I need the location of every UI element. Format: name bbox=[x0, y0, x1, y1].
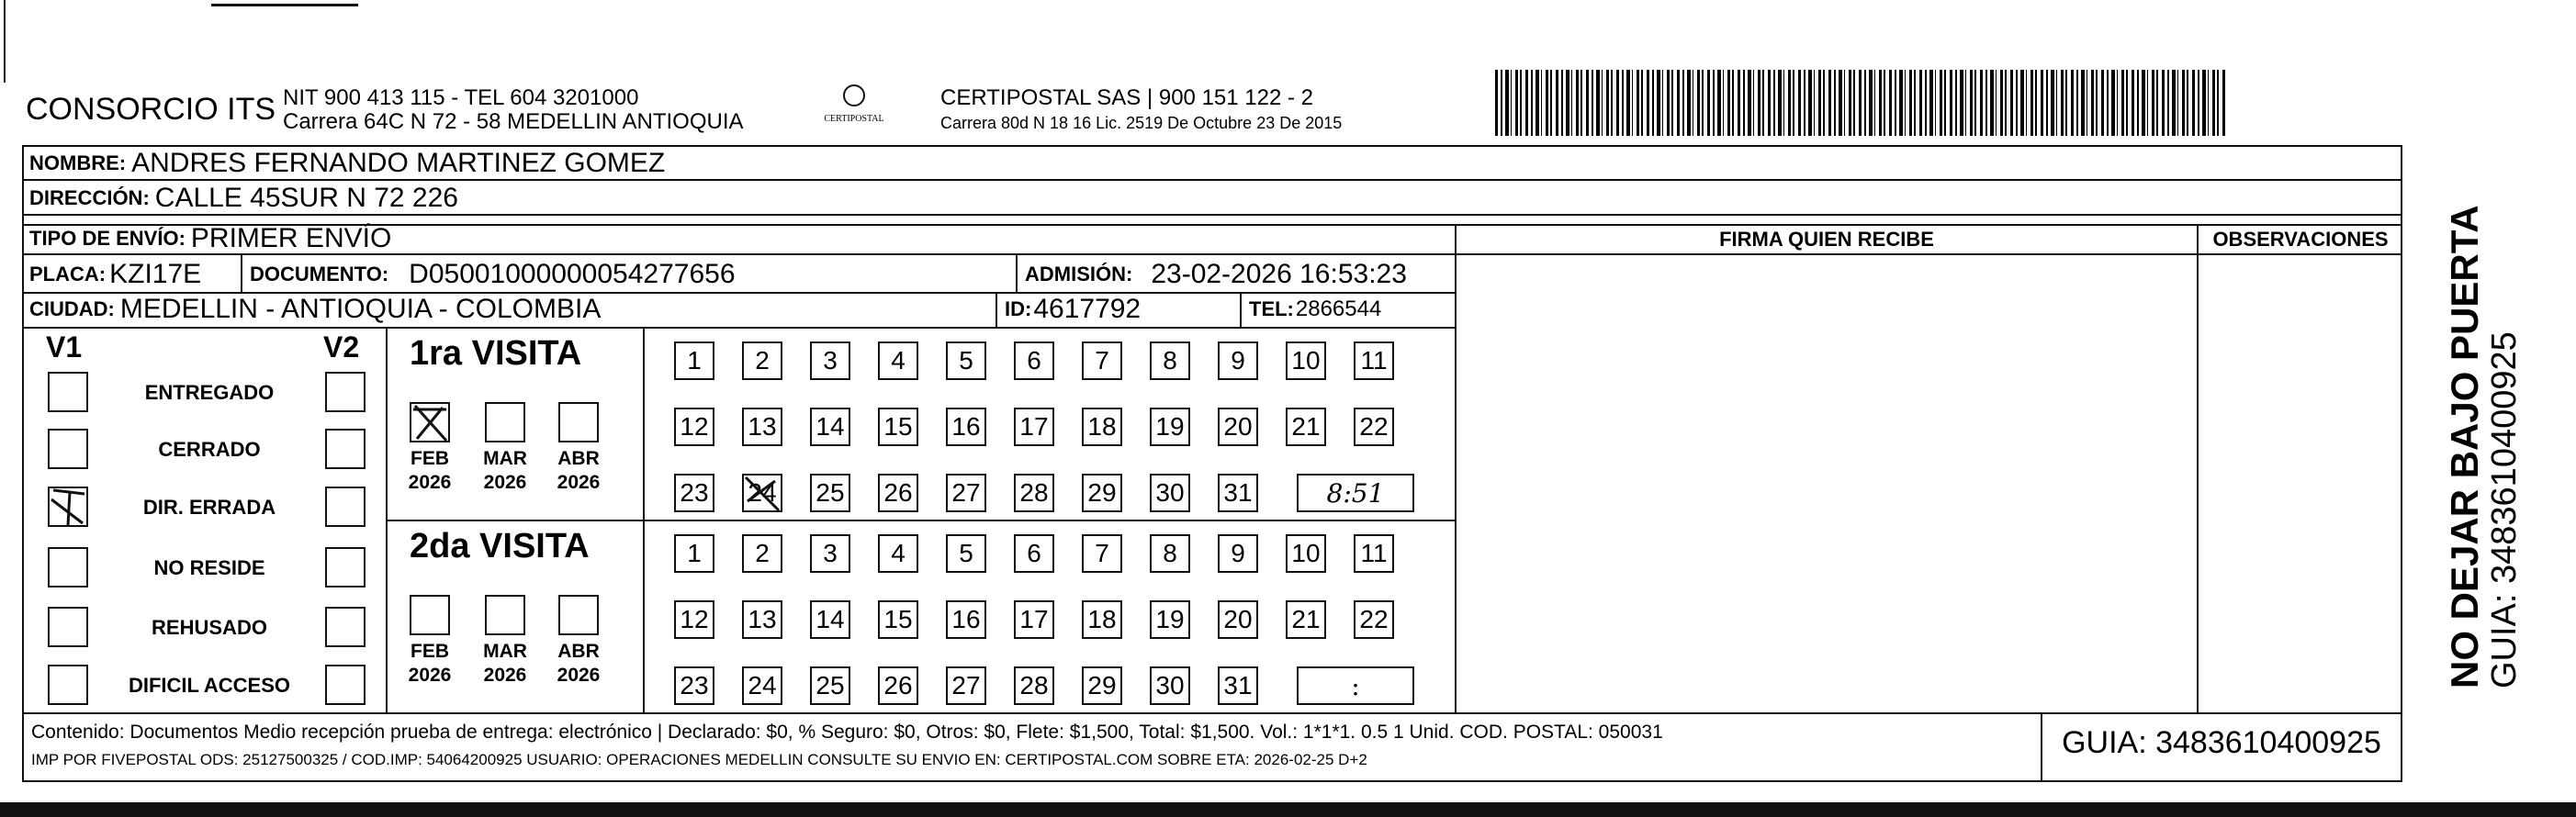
v2-checkbox[interactable] bbox=[325, 429, 366, 469]
day-box[interactable]: 4 bbox=[878, 534, 918, 573]
v1-checkbox[interactable] bbox=[48, 547, 88, 588]
day-box[interactable]: 25 bbox=[810, 474, 850, 512]
firma-left-line bbox=[1455, 224, 1457, 712]
day-box[interactable]: 29 bbox=[1082, 474, 1122, 512]
tel-label: TEL: bbox=[1249, 297, 1294, 320]
v2-checkbox[interactable] bbox=[325, 372, 366, 412]
day-box[interactable]: 7 bbox=[1082, 341, 1122, 380]
certipostal-line2: Carrera 80d N 18 16 Lic. 2519 De Octubre 23 De 2015 bbox=[940, 114, 1343, 132]
footer-imp: IMP POR FIVEPOSTAL ODS: 25127500325 / COD.IMP: 54064200925 USUARIO: OPERACIONES MEDELLIN CONSULTE SU ENVIO EN: CERTIPOSTAL.COM SOBRE ETA: 2026-02-25 D+2 bbox=[31, 751, 1367, 768]
footer-content: Contenido: Documentos Medio recepción prueba de entrega: electrónico | Declarado: $0, % Seguro: $0, Otros: $0, Flete: $1,500, Total: $1,500. Vol.: 1*1*1. 0.5 1 Unid. COD. POSTAL: 050031 bbox=[31, 722, 1663, 743]
day-box[interactable]: 27 bbox=[946, 666, 986, 705]
day-box[interactable]: 3 bbox=[810, 534, 850, 573]
day-box[interactable]: 11 bbox=[1354, 534, 1394, 573]
month-checkbox[interactable] bbox=[410, 595, 450, 635]
day-box[interactable]: 17 bbox=[1014, 600, 1054, 639]
day-box[interactable]: 1 bbox=[674, 534, 714, 573]
ciudad-row bbox=[24, 294, 601, 325]
day-box[interactable]: 29 bbox=[1082, 666, 1122, 705]
v1-checkbox[interactable] bbox=[48, 487, 88, 527]
day-box[interactable]: 2 bbox=[742, 341, 782, 380]
certipostal-line1: CERTIPOSTAL SAS | 900 151 122 - 2 bbox=[940, 85, 1313, 110]
status-label: DIFICIL ACCESO bbox=[128, 674, 290, 697]
day-box[interactable]: 28 bbox=[1014, 474, 1054, 512]
top-scan-mark bbox=[211, 4, 358, 6]
tel-value: 2866544 bbox=[1295, 297, 1382, 321]
day-box[interactable]: 12 bbox=[674, 600, 714, 639]
barcode bbox=[1495, 70, 2226, 136]
day-box[interactable]: 7 bbox=[1082, 534, 1122, 573]
day-box[interactable]: 3 bbox=[810, 341, 850, 380]
day-box[interactable]: 10 bbox=[1286, 341, 1326, 380]
nombre-label: NOMBRE: bbox=[29, 151, 127, 174]
day-box[interactable]: 25 bbox=[810, 666, 850, 705]
footer-top-line bbox=[22, 712, 2402, 714]
col-divider bbox=[1240, 292, 1242, 327]
tipo-row bbox=[24, 223, 391, 254]
month-year: 2026 bbox=[557, 665, 601, 686]
day-box[interactable]: 1 bbox=[674, 341, 714, 380]
month-checkbox[interactable] bbox=[558, 402, 599, 442]
nombre-row bbox=[24, 148, 665, 179]
day-box[interactable]: 4 bbox=[878, 341, 918, 380]
certipostal-logo bbox=[808, 81, 900, 136]
day-box[interactable]: 15 bbox=[878, 600, 918, 639]
day-box[interactable]: 30 bbox=[1150, 474, 1190, 512]
side-warning: NO DEJAR BAJO PUERTA bbox=[2443, 205, 2486, 688]
observations-area[interactable] bbox=[2200, 257, 2401, 711]
obs-left-line bbox=[2197, 224, 2199, 712]
day-box[interactable]: 11 bbox=[1354, 341, 1394, 380]
ciudad-label: CIUDAD: bbox=[29, 297, 115, 320]
v1-label: V1 bbox=[46, 330, 83, 364]
day-box[interactable]: 21 bbox=[1286, 408, 1326, 446]
day-box[interactable]: 9 bbox=[1218, 341, 1258, 380]
nombre-value: ANDRES FERNANDO MARTINEZ GOMEZ bbox=[131, 148, 666, 178]
visit-divider bbox=[386, 520, 1455, 521]
month-year: 2026 bbox=[408, 665, 452, 686]
admision-label: ADMISIÓN: bbox=[1025, 263, 1133, 285]
month-name: ABR bbox=[557, 641, 600, 662]
month-year: 2026 bbox=[557, 472, 601, 493]
certipostal-logo-text: CERTIPOSTAL bbox=[824, 114, 884, 124]
day-box[interactable]: 26 bbox=[878, 474, 918, 512]
v1-checkbox[interactable] bbox=[48, 665, 88, 705]
day-box[interactable]: 16 bbox=[946, 600, 986, 639]
side-guia: GUIA: 3483610400925 bbox=[2485, 331, 2524, 688]
v2-checkbox[interactable] bbox=[325, 607, 366, 647]
row-line bbox=[22, 214, 2402, 216]
day-box[interactable]: 20 bbox=[1218, 408, 1258, 446]
company-name: CONSORCIO ITS bbox=[26, 92, 276, 127]
day-box[interactable]: 27 bbox=[946, 474, 986, 512]
day-box[interactable]: 18 bbox=[1082, 600, 1122, 639]
month-name: MAR bbox=[483, 641, 527, 662]
day-box[interactable]: 19 bbox=[1150, 600, 1190, 639]
day-box[interactable]: 15 bbox=[878, 408, 918, 446]
day-box[interactable]: 13 bbox=[742, 408, 782, 446]
placa-value: KZI17E bbox=[109, 259, 202, 289]
documento-value: D05001000000054277656 bbox=[409, 259, 736, 289]
row-line bbox=[22, 327, 1455, 329]
status-label: REHUSADO bbox=[152, 616, 267, 639]
month-checkbox[interactable] bbox=[485, 595, 525, 635]
v1-checkbox[interactable] bbox=[48, 429, 88, 469]
v2-checkbox[interactable] bbox=[325, 665, 366, 705]
month-name: ABR bbox=[557, 448, 600, 469]
day-box[interactable]: 6 bbox=[1014, 534, 1054, 573]
day-box[interactable]: 10 bbox=[1286, 534, 1326, 573]
placa-row bbox=[24, 259, 201, 290]
day-box[interactable]: 2 bbox=[742, 534, 782, 573]
id-value: 4617792 bbox=[1033, 294, 1142, 324]
side-text bbox=[2443, 119, 2525, 688]
col-divider bbox=[241, 253, 242, 292]
status-label: DIR. ERRADA bbox=[142, 496, 276, 519]
status-label: CERRADO bbox=[158, 438, 261, 461]
day-box[interactable]: 14 bbox=[810, 408, 850, 446]
status-label: NO RESIDE bbox=[153, 556, 265, 579]
company-nit: NIT 900 413 115 - TEL 604 3201000 bbox=[283, 85, 639, 110]
id-label: ID: bbox=[1005, 297, 1032, 320]
day-box[interactable]: 24 bbox=[742, 666, 782, 705]
day-box[interactable]: 6 bbox=[1014, 341, 1054, 380]
status-label: ENTREGADO bbox=[144, 381, 275, 404]
day-box[interactable]: 5 bbox=[946, 341, 986, 380]
row-line bbox=[2197, 253, 2402, 255]
day-box[interactable]: 21 bbox=[1286, 600, 1326, 639]
month-year: 2026 bbox=[483, 665, 527, 686]
day-box[interactable]: 31 bbox=[1218, 474, 1258, 512]
day-box[interactable]: 30 bbox=[1150, 666, 1190, 705]
signature-area[interactable] bbox=[1458, 257, 2195, 711]
month-checkbox[interactable] bbox=[558, 595, 599, 635]
col-divider bbox=[996, 292, 997, 327]
firma-header: FIRMA QUIEN RECIBE bbox=[1719, 228, 1934, 251]
visit-title: 1ra VISITA bbox=[410, 334, 582, 373]
day-box[interactable]: 23 bbox=[674, 474, 714, 512]
day-box[interactable]: 16 bbox=[946, 408, 986, 446]
day-box[interactable]: 12 bbox=[674, 408, 714, 446]
tel-row bbox=[1243, 294, 1381, 325]
observaciones-header: OBSERVACIONES bbox=[2212, 228, 2389, 251]
admision-value: 23-02-2026 16:53:23 bbox=[1151, 259, 1407, 289]
month-year: 2026 bbox=[408, 472, 452, 493]
day-box[interactable]: 18 bbox=[1082, 408, 1122, 446]
id-row bbox=[999, 294, 1141, 325]
footer-guia: GUIA: 3483610400925 bbox=[2062, 725, 2381, 760]
month-name: FEB bbox=[411, 641, 449, 662]
day-box[interactable]: 13 bbox=[742, 600, 782, 639]
month-name: FEB bbox=[411, 448, 449, 469]
day-box[interactable]: 8 bbox=[1150, 534, 1190, 573]
v2-label: V2 bbox=[323, 330, 360, 364]
day-box[interactable]: 20 bbox=[1218, 600, 1258, 639]
day-box[interactable]: 9 bbox=[1218, 534, 1258, 573]
day-box[interactable]: 8 bbox=[1150, 341, 1190, 380]
time-box[interactable]: 8:51 bbox=[1297, 474, 1414, 512]
left-edge-line bbox=[4, 0, 6, 83]
documento-row bbox=[244, 259, 736, 290]
col-divider bbox=[1016, 253, 1018, 292]
month-year: 2026 bbox=[483, 472, 527, 493]
bottom-scan-edge bbox=[0, 802, 2576, 817]
day-box[interactable]: 22 bbox=[1354, 600, 1394, 639]
row-line bbox=[22, 179, 2402, 181]
day-box[interactable]: 14 bbox=[810, 600, 850, 639]
day-box[interactable]: 22 bbox=[1354, 408, 1394, 446]
v2-checkbox[interactable] bbox=[325, 547, 366, 588]
day-box[interactable]: 19 bbox=[1150, 408, 1190, 446]
direccion-row bbox=[24, 183, 458, 214]
placa-label: PLACA: bbox=[29, 263, 107, 285]
admision-row bbox=[1019, 259, 1407, 290]
handwritten-mark-icon bbox=[742, 474, 782, 512]
day-box[interactable]: 23 bbox=[674, 666, 714, 705]
tipo-label: TIPO DE ENVÍO: bbox=[29, 227, 186, 250]
day-box[interactable]: 5 bbox=[946, 534, 986, 573]
day-box[interactable]: 26 bbox=[878, 666, 918, 705]
v2-checkbox[interactable] bbox=[325, 487, 366, 527]
v1-checkbox[interactable] bbox=[48, 607, 88, 647]
handwritten-mark-icon bbox=[410, 402, 450, 442]
day-box[interactable]: 17 bbox=[1014, 408, 1054, 446]
month-checkbox[interactable] bbox=[485, 402, 525, 442]
handwritten-mark-icon bbox=[48, 487, 88, 527]
certipostal-logo-icon bbox=[843, 84, 865, 106]
ciudad-value: MEDELLIN - ANTIOQUIA - COLOMBIA bbox=[119, 294, 602, 324]
day-box[interactable]: 24 bbox=[742, 474, 782, 512]
documento-label: DOCUMENTO: bbox=[250, 263, 389, 285]
visit-title: 2da VISITA bbox=[410, 527, 590, 565]
v1-checkbox[interactable] bbox=[48, 372, 88, 412]
direccion-value: CALLE 45SUR N 72 226 bbox=[154, 183, 458, 213]
day-box[interactable]: 28 bbox=[1014, 666, 1054, 705]
tipo-value: PRIMER ENVÍO bbox=[190, 223, 392, 253]
day-box[interactable]: 31 bbox=[1218, 666, 1258, 705]
direccion-label: DIRECCIÓN: bbox=[29, 186, 150, 209]
company-address: Carrera 64C N 72 - 58 MEDELLIN ANTIOQUIA bbox=[283, 109, 744, 134]
month-day-divider bbox=[643, 327, 645, 712]
month-name: MAR bbox=[483, 448, 527, 469]
time-box[interactable]: : bbox=[1297, 666, 1414, 705]
month-checkbox[interactable] bbox=[410, 402, 450, 442]
